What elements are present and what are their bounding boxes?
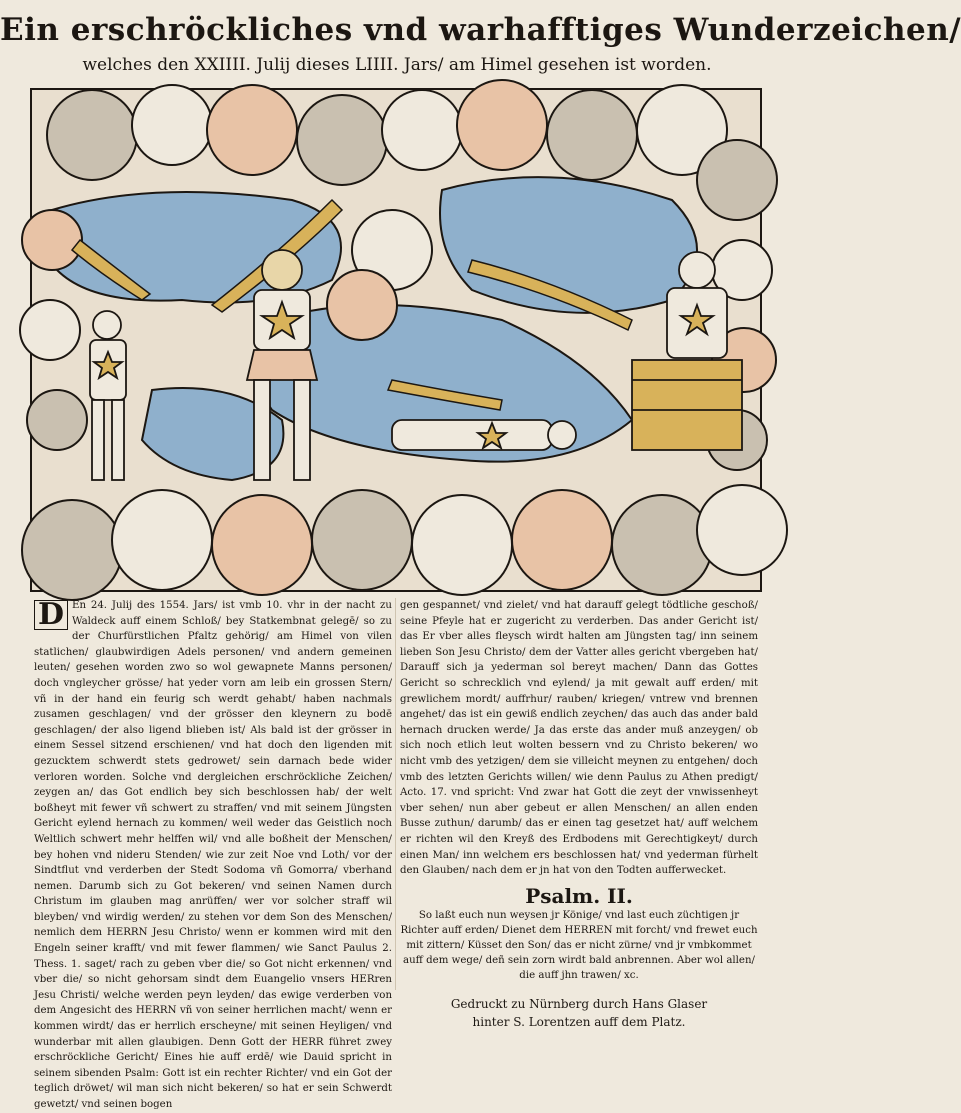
woodcut-scene [32, 90, 760, 590]
psalm-text: So laßt euch nun weysen jr Könige/ vnd last euch züchtigen jr Richter auff erden/ Dienet dem HERREN mit forcht/ vnd frewet euch mit zittern/ Küsset den Son/ das er nicht zürne/ vnd jr vmbkommet auff dem wege/ deñ sein zorn wirdt bald anbrennen. Aber wol allen/ die auff jhn trawen/ xc. [400, 910, 758, 982]
woodcut-illustration [30, 88, 762, 592]
text-column-left [34, 598, 392, 1113]
drop-cap: D [34, 600, 68, 630]
broadsheet-subtitle: welches den XXIIII. Julij dieses LIIII. Jars/ am Himel gesehen ist worden. [82, 55, 712, 75]
text-column-right [400, 598, 758, 1031]
header [0, 8, 961, 76]
report-text: En 24. Julij des 1554. Jars/ ist vmb 10. vhr in der nacht zu Waldeck auff einem Schloß/ bey Statkembnat gelegē/ so zu der Churfürstlichen Pfaltz gehörig/ am Himel von vilen statlichen/ glaubwirdigen Adels personen/ vnd andern gemeinen leuten/ gesehen worden zwo so wol gewapnete Manns personen/ doch vngleycher grösse/ hat yeder vorn am leib ein grossen Stern/ vñ in der hand ein feurig sch werdt gehabt/ haben nachmals zusamen geschlagen/ vnd der grösser den kleynern zu bodē geschlagen/ der also ligend blieben ist/ Als bald ist der grösser in einem Sessel sitzend erschienen/ vnd hat doch den ligenden mit gezucktem schwerdt stets gedrowet/ sein darnach bede wider verloren worden. Solche vnd dergleichen erschröckliche Zeichen/ zeygen an/ das Got endlich bey sich beschlossen hab/ der welt boßheyt mit fewer vñ schwert zu straffen/ vnd mit seinem Jüngsten Gericht eylend hernach zu kommen/ weil weder das Geistlich noch Weltlich schwert mehr helffen wil/ vnd alle boßheit der Menschen/ bey hohen vnd nideru Stenden/ wie zur zeit Noe vnd Loth/ vor der Sindtflut vnd verderben der Stedt Sodoma vñ Gomorra/ vberhand nemen. Darumb sich zu Got bekeren/ vnd seinen Namen durch Christum im glauben mag anrüffen/ wer vor solcher straff wil bleyben/ vnd wirdig werden/ zu stehen vor dem Son des Menschen/ nemlich dem HERRN Jesu Christo/ wenn er kommen wird mit den Engeln seiner krafft/ vnd mit fewer flammen/ wie Sanct Paulus 2. Thess. 1. saget/ rach zu geben vber die/ so Got nicht erkennen/ vnd vber die/ so nicht gehorsam sindt dem Euangelio vnsers HERren Jesu Christi/ welche werden peyn leyden/ das ewige verderben von dem Angesicht des HERRN vñ von seiner herrlichen macht/ wenn er kommen wirdt/ das er herrlich erscheyne/ mit seinen Heyligen/ vnd wunderbar mit allen glaubigen. Denn Gott der HERR führet zwey erschröckliche Gericht/ Eines hie auff erdē/ wie Dauid spricht in seinem sibenden Psalm: Gott ist ein rechter Richter/ vnd ein Got der teglich dröwet/ wil man sich nicht bekeren/ so hat er sein Schwerdt gewetzt/ vnd seinen bogen [34, 600, 392, 1110]
printer-colophon [400, 995, 758, 1031]
psalm-heading: Psalm. II. [525, 883, 633, 908]
printer-line-2: hinter S. Lorentzen auff dem Platz. [472, 1015, 686, 1030]
report-paragraph [34, 598, 392, 1113]
broadsheet-title: Ein erschröckliches vnd warhafftiges Wunderzeichen/ [0, 12, 961, 48]
printer-line-1: Gedruckt zu Nürnberg durch Hans Glaser [450, 997, 708, 1012]
fallen-knight [392, 420, 576, 450]
column-divider [395, 598, 396, 990]
continuation-text: gen gespannet/ vnd zielet/ vnd hat darauff gelegt tödtliche geschoß/ seine Pfeyle hat er zugericht zu verderben. Das ander Gericht ist/ das Er vber alles fleysch wirdt halten am Jüngsten tag/ inn seinem lieben Son Jesu Christo/ dem der Vatter alles gericht vbergeben hat/ Darauff sich ja yederman sol bereyt machen/ Dann das Gottes Gericht so schrecklich vnd eylend/ ja mit gewalt auff erden/ mit grewlichem mordt/ auffrhur/ rauben/ kriegen/ vntrew vnd brennen angehet/ das ist ein gewiß endlich zeychen/ das auch das ander bald hernach drucken werde/ Ja das erste das ander muß anzeygen/ ob sich noch etlich leut wolten bessern vnd zu Christo bekeren/ wo nicht vmb des yetzigen/ dem sie villeicht meynen zu entgehen/ doch vmb des letzten Gerichts willen/ wie denn Paulus zu Athen predigt/ Acto. 17. vnd spricht: Vnd zwar hat Gott die zeyt der vnwissenheyt vber sehen/ nun aber gebeut er allen Menschen/ an allen enden Busse zuthun/ darumb/ das er einen tag gesetzet hat/ auff welchem er richten wil den Kreyß des Erdbodens mit Gerechtigkeyt/ durch einen Man/ inn welchem ers beschlossen hat/ vnd yederman fürhelt den Glauben/ nach dem er jn hat von den Todten aufferwecket. [400, 600, 758, 877]
